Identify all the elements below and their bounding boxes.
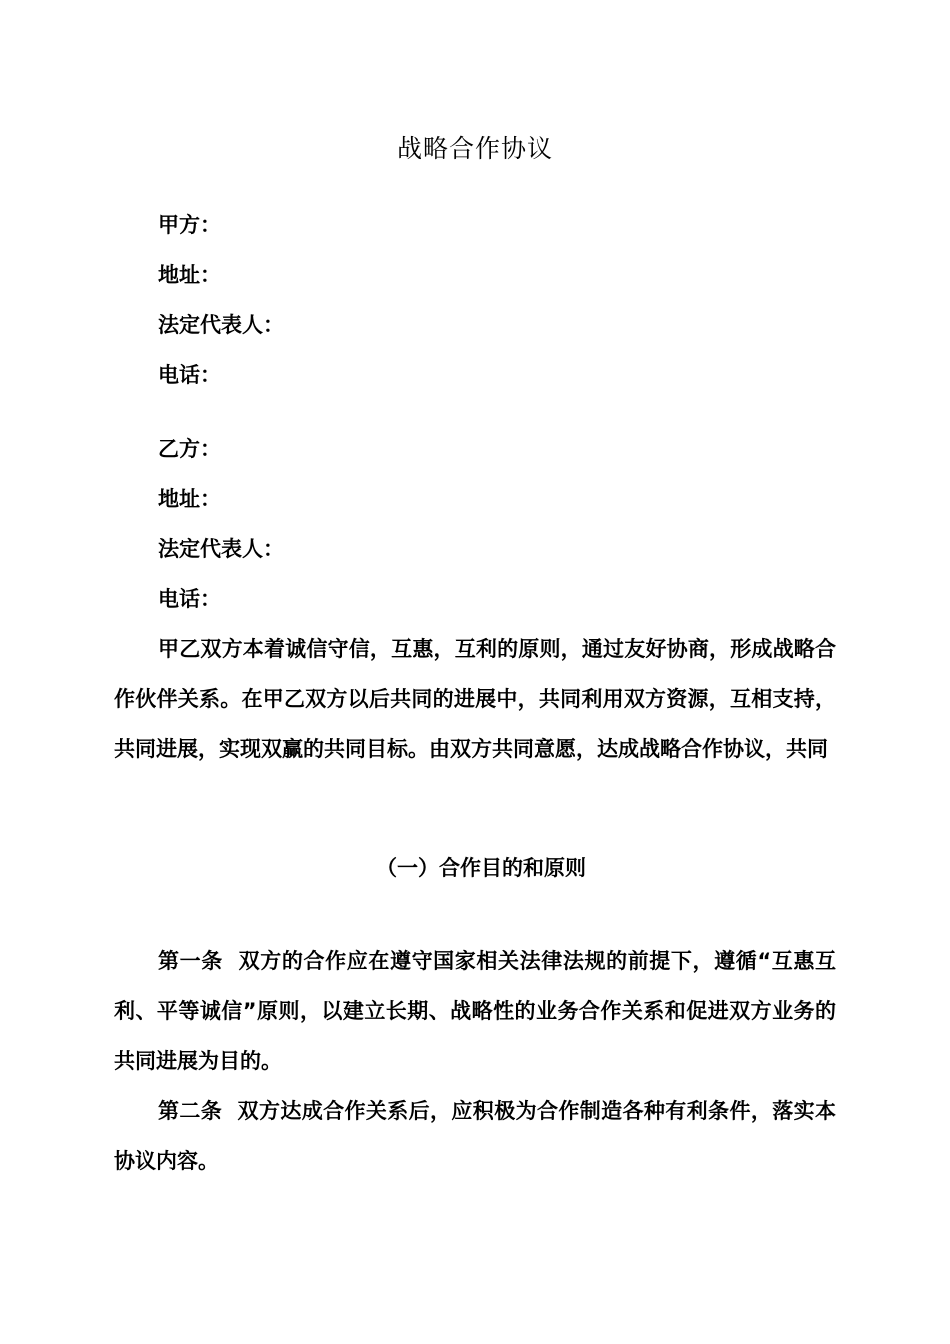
party-b-name-label: 乙方： (158, 437, 221, 461)
article-1-paragraph: 第一条 双方的合作应在遵守国家相关法律法规的前提下，遵循“互惠互利、平等诚信”原则，以建立长期、战略性的业务合作关系和促进双方业务的共同进展为目的。 (114, 949, 836, 1073)
party-a-name-label: 甲方： (158, 213, 221, 237)
article-2-paragraph: 第二条 双方达成合作关系后，应积极为合作制造各种有利条件，落实本协议内容。 (114, 1099, 836, 1173)
intro-paragraph: 甲乙双方本着诚信守信，互惠，互利的原则，通过友好协商，形成战略合作伙伴关系。在甲乙双方以后共同的进展中，共同利用双方资源，互相支持，共同进展，实现双赢的共同目标。由双方共同意愿，达成战略合作协议，共同 (114, 637, 836, 761)
document-title: 战略合作协议 (396, 134, 553, 163)
party-b-address-label: 地址： (158, 487, 221, 511)
party-a-phone-label: 电话： (158, 363, 221, 387)
party-b-phone-label: 电话： (158, 587, 221, 611)
party-a-address-label: 地址： (158, 263, 221, 287)
party-b-representative-label: 法定代表人： (158, 537, 284, 561)
section-1-heading: （一）合作目的和原则 (376, 856, 586, 880)
party-a-representative-label: 法定代表人： (158, 313, 284, 337)
